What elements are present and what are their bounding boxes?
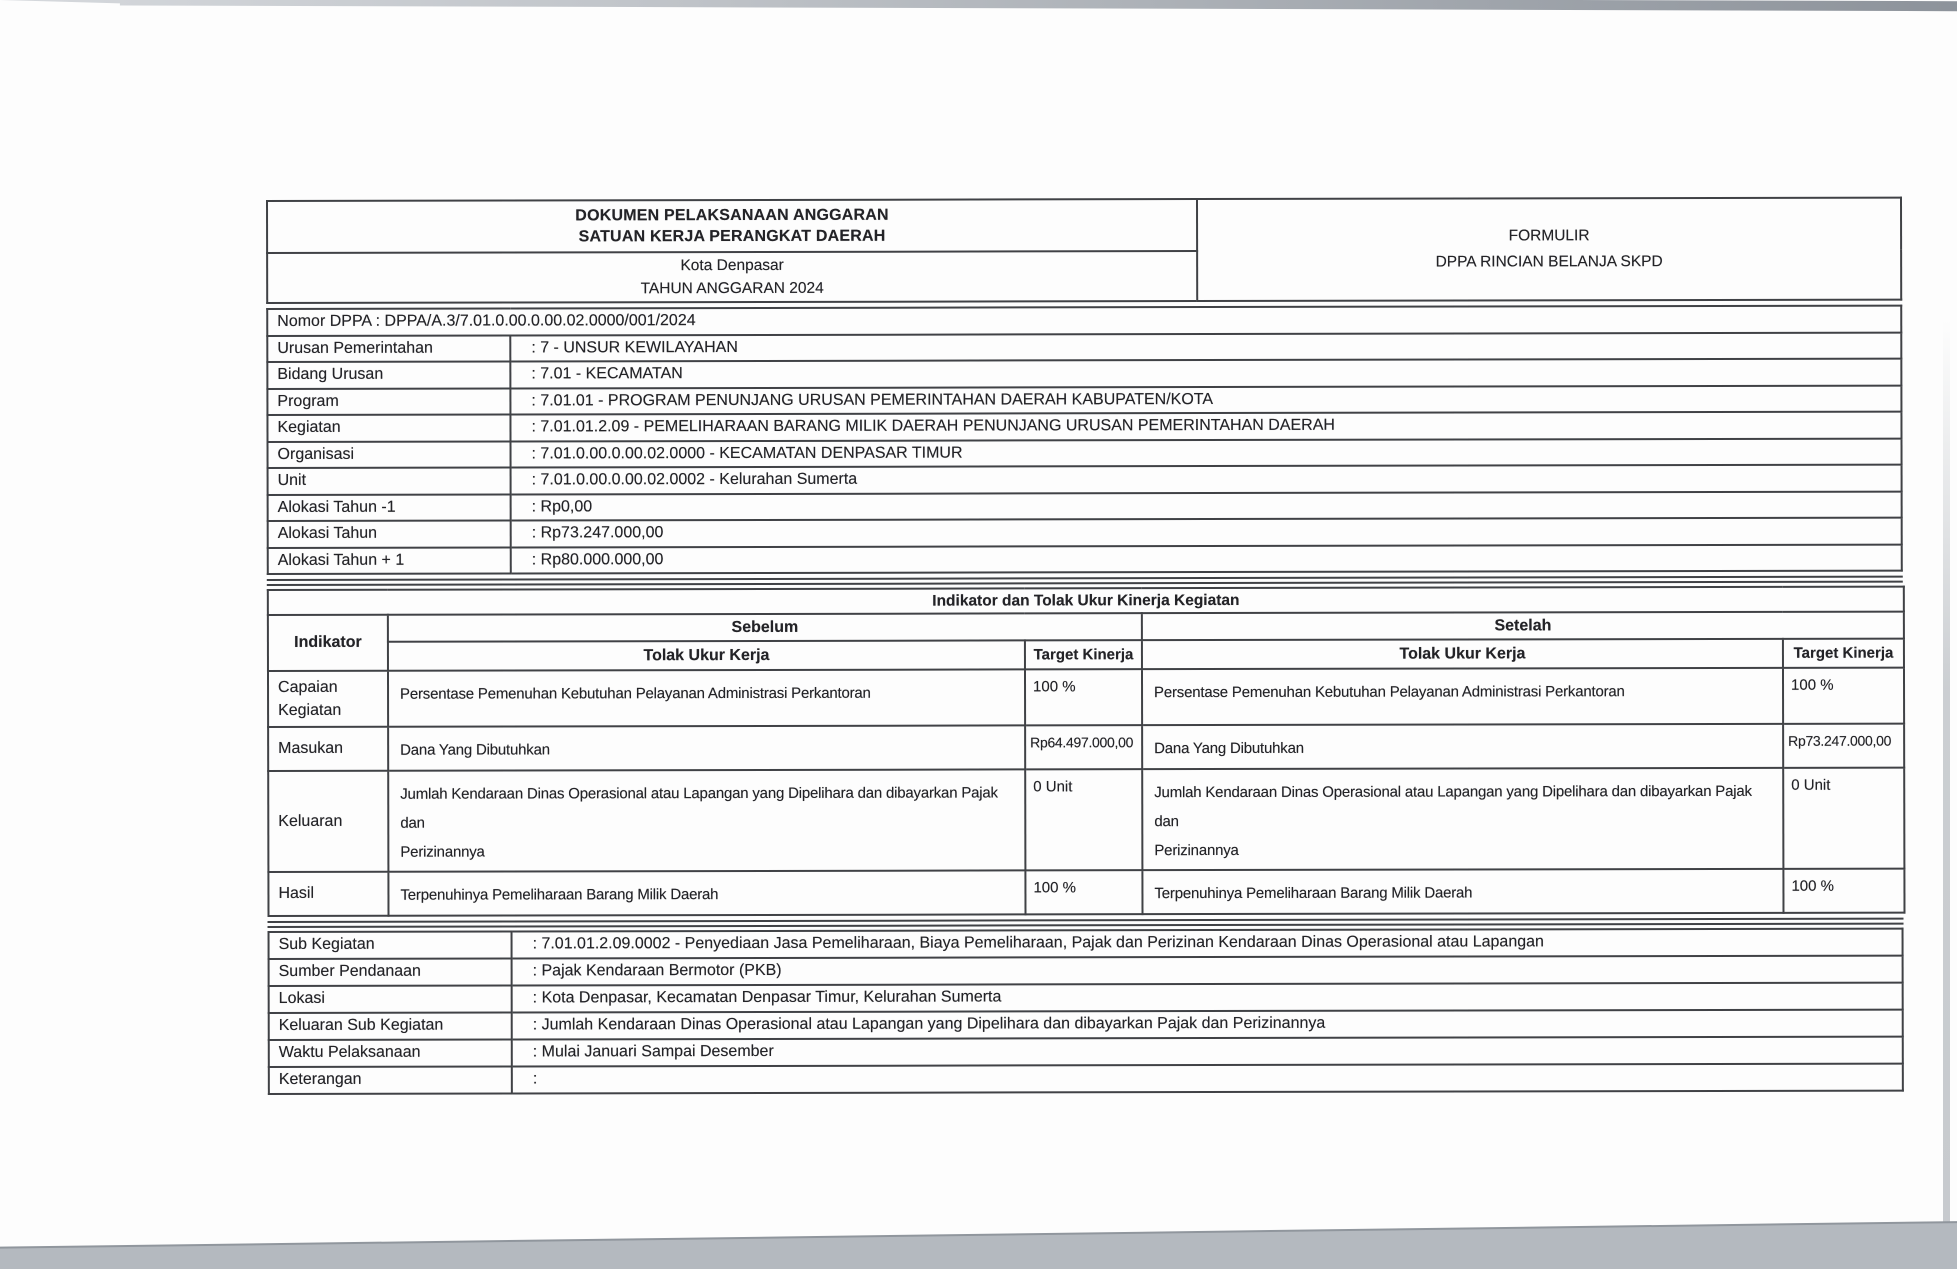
row-label: Sumber Pendanaan (269, 958, 512, 986)
table-row (269, 1036, 1903, 1066)
budget-info-table (266, 305, 1903, 575)
table-row (268, 465, 1902, 495)
indicator-name: Hasil (268, 872, 388, 916)
table-row (269, 982, 1903, 1012)
section-divider (268, 917, 1904, 927)
row-value: : Pajak Kendaraan Bermotor (PKB) (512, 955, 1903, 985)
row-label: Keterangan (269, 1066, 512, 1094)
tolak-ukur-setelah: Jumlah Kendaraan Dinas Operasional atau Lapangan yang Dipelihara dan dibayarkan Pajak dan Perizinannya (1142, 767, 1783, 870)
table-row (267, 412, 1901, 442)
target-sebelum: 100 % (1025, 871, 1142, 914)
row-value: : 7.01 - KECAMATAN (510, 359, 1901, 388)
column-header-setelah: Setelah (1142, 612, 1904, 641)
column-header-tolak-ukur-sebelum: Tolak Ukur Kerja (388, 640, 1025, 670)
tolak-ukur-sebelum: Jumlah Kendaraan Dinas Operasional atau Lapangan yang Dipelihara dan dibayarkan Pajak dan Perizinannya (388, 769, 1025, 872)
row-label: Lokasi (269, 985, 512, 1013)
row-value: : Rp0,00 (511, 491, 1902, 520)
table-row (269, 955, 1903, 985)
indicator-performance-table (267, 586, 1906, 917)
table-row (268, 518, 1902, 548)
scan-edge-top-fade (0, 0, 120, 17)
row-value: : Mulai Januari Sampai Desember (512, 1036, 1903, 1066)
table-row (268, 869, 1904, 916)
table-row (267, 306, 1901, 336)
target-setelah: 0 Unit (1783, 767, 1904, 869)
table-row (267, 385, 1901, 415)
target-sebelum: Rp64.497.000,00 (1025, 726, 1142, 769)
tolak-ukur-setelah: Terpenuhinya Pemeliharaan Barang Milik Daerah (1142, 869, 1783, 914)
document-header-table (266, 197, 1902, 304)
column-header-tolak-ukur-setelah: Tolak Ukur Kerja (1142, 639, 1783, 669)
row-value: : 7.01.0.00.0.00.02.0002 - Kelurahan Sumerta (511, 465, 1902, 494)
indicator-name: Masukan (268, 727, 388, 771)
row-label: Program (267, 388, 510, 415)
row-label: Urusan Pemerintahan (267, 335, 510, 362)
row-value: : 7.01.01 - PROGRAM PENUNJANG URUSAN PEMERINTAHAN DAERAH KABUPATEN/KOTA (510, 385, 1901, 414)
row-label: Organisasi (268, 441, 511, 468)
form-name: DPPA RINCIAN BELANJA SKPD (1435, 253, 1663, 271)
row-label: Unit (268, 467, 511, 494)
dppa-document (266, 197, 1904, 1095)
table-row (268, 724, 1904, 771)
table-row (269, 928, 1903, 958)
tolak-ukur-sebelum: Dana Yang Dibutuhkan (388, 726, 1025, 771)
row-label: Sub Kegiatan (269, 931, 512, 959)
row-value: : Rp80.000.000,00 (511, 544, 1902, 573)
target-setelah: 100 % (1783, 668, 1904, 725)
row-label: Keluaran Sub Kegiatan (269, 1012, 512, 1040)
tolak-ukur-sebelum: Persentase Pemenuhan Kebutuhan Pelayanan Administrasi Perkantoran (388, 669, 1025, 727)
tolak-ukur-setelah: Persentase Pemenuhan Kebutuhan Pelayanan Administrasi Perkantoran (1142, 668, 1783, 726)
table-row (268, 767, 1904, 872)
row-value: : Rp73.247.000,00 (511, 518, 1902, 547)
indicator-table-caption: Indikator dan Tolak Ukur Kinerja Kegiatan (268, 587, 1904, 615)
table-row (268, 639, 1904, 671)
table-row (268, 612, 1904, 642)
form-cell (1197, 198, 1901, 301)
row-value: : 7.01.01.2.09.0002 - Penyediaan Jasa Pemeliharaan, Biaya Pemeliharaan, Pajak dan Perizinan Kendaraan Dinas Operasional atau Lapangan (512, 928, 1903, 958)
table-row (269, 1063, 1903, 1093)
row-value: : 7 - UNSUR KEWILAYAHAN (510, 332, 1901, 361)
document-title-cell (267, 199, 1197, 253)
row-label: Kegiatan (267, 414, 510, 441)
table-row (267, 359, 1901, 389)
row-label: Waktu Pelaksanaan (269, 1039, 512, 1067)
row-value: : Kota Denpasar, Kecamatan Denpasar Timur, Kelurahan Sumerta (512, 982, 1903, 1012)
budget-year: TAHUN ANGGARAN 2024 (640, 279, 824, 298)
column-header-sebelum: Sebelum (388, 613, 1142, 642)
column-header-target-setelah: Target Kinerja (1783, 639, 1904, 668)
row-label: Alokasi Tahun -1 (268, 494, 511, 521)
city-year-cell (267, 251, 1197, 303)
row-value: : (512, 1063, 1903, 1093)
indicator-name: Capaian Kegiatan (268, 671, 388, 728)
row-label: Bidang Urusan (267, 361, 510, 388)
table-row (267, 332, 1901, 362)
target-sebelum: 100 % (1025, 669, 1142, 726)
city-name: Kota Denpasar (680, 256, 784, 275)
scan-edge-right (1943, 320, 1950, 1240)
table-row (268, 668, 1904, 728)
tolak-ukur-setelah: Dana Yang Dibutuhkan (1142, 724, 1783, 769)
row-label: Alokasi Tahun (268, 520, 511, 547)
scan-edge-bottom (0, 1222, 1957, 1269)
column-header-target-sebelum: Target Kinerja (1025, 640, 1142, 669)
row-value: : Jumlah Kendaraan Dinas Operasional atau Lapangan yang Dipelihara dan dibayarkan Pajak dan Perizinannya (512, 1009, 1903, 1039)
target-setelah: 100 % (1783, 869, 1904, 913)
form-label: FORMULIR (1508, 227, 1590, 245)
column-header-indikator: Indikator (268, 615, 388, 671)
row-label: Alokasi Tahun + 1 (268, 547, 511, 574)
document-title-line1: DOKUMEN PELAKSANAAN ANGGARAN (575, 206, 889, 225)
row-value: : 7.01.0.00.0.00.02.0000 - KECAMATAN DENPASAR TIMUR (511, 438, 1902, 467)
target-setelah: Rp73.247.000,00 (1783, 724, 1904, 768)
scan-edge-top (0, 0, 1957, 11)
table-row (268, 544, 1902, 574)
document-title-line2: SATUAN KERJA PERANGKAT DAERAH (578, 227, 886, 246)
table-row (269, 1009, 1903, 1039)
sub-kegiatan-info-table (268, 927, 1904, 1094)
indicator-name: Keluaran (268, 770, 388, 872)
section-divider (267, 576, 1903, 586)
nomor-dppa: Nomor DPPA : DPPA/A.3/7.01.0.00.0.00.02.0000/001/2024 (267, 306, 1901, 336)
row-value: : 7.01.01.2.09 - PEMELIHARAAN BARANG MILIK DAERAH PENUNJANG URUSAN PEMERINTAHAN DAERAH (510, 412, 1901, 441)
table-row (268, 587, 1904, 615)
target-sebelum: 0 Unit (1025, 769, 1142, 871)
table-row (268, 491, 1902, 521)
table-row (268, 438, 1902, 468)
tolak-ukur-sebelum: Terpenuhinya Pemeliharaan Barang Milik Daerah (388, 871, 1025, 916)
